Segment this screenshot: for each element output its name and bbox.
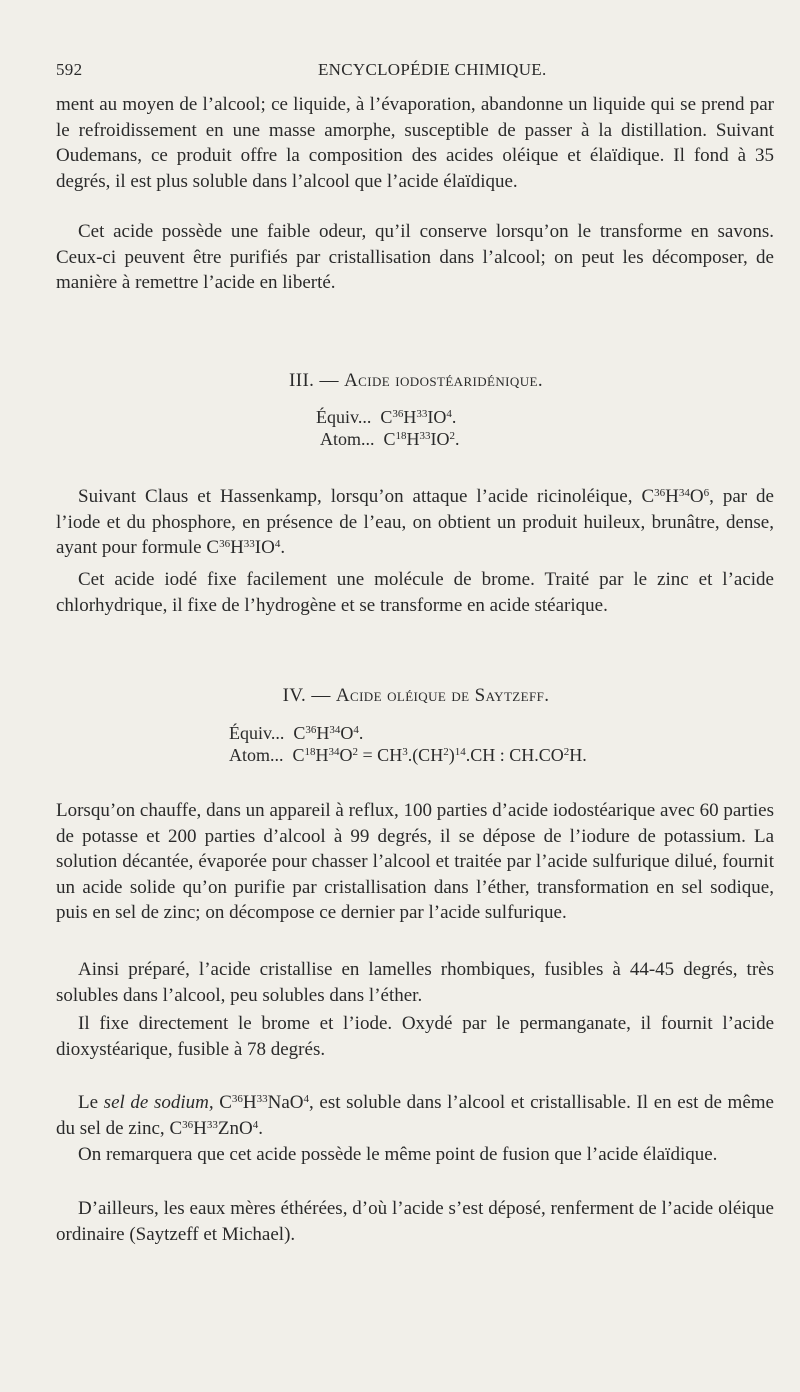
claus-text-start: Suivant Claus et Hassenkamp, lorsqu’on attaque l’acide ricinoléique, bbox=[78, 486, 633, 507]
paragraph-brome-iode: Il fixe directement le brome et l’iode. Oxydé par le permanganate, il fournit l’acide dioxystéarique, fusible à 78 degrés. bbox=[56, 1013, 774, 1060]
paragraph-continuation: ment au moyen de l’alcool; ce liquide, à l’évaporation, abandonne un liquide qui se prend par le refroidissement en une masse amorphe, susceptible de passer à la distillation. Suivant Oudemans, ce produit offre la composition des acides oléique et élaïdique. Il fond à 35 degrés, il est plus soluble dans l’alcool que l’acide élaïdique. bbox=[56, 94, 774, 192]
paragraph-brome: Cet acide iodé fixe facilement une molécule de brome. Traité par le zinc et l’acide chlorhydrique, il fixe de l’hydrogène et se transforme en acide stéarique. bbox=[56, 569, 774, 616]
atom-formula-iii: Atom... $C^{18}H^{33}IO^2$. bbox=[320, 429, 460, 449]
section-title: Acide oléique de Saytzeff. bbox=[335, 685, 550, 706]
paragraph-remarquera: On remarquera que cet acide possède le même point de fusion que l’acide élaïdique. bbox=[78, 1144, 718, 1165]
page-number: 592 bbox=[56, 60, 83, 79]
paragraph-claus: Suivant Claus et Hassenkamp, lorsqu’on attaque l’acide ricinoléique, $C^{36}H^{34}O^6$, par de l’iode et du phosphore, en présence de l’eau, on obtient un produit huileux, brunâtre, dense, ayant pour formule $C^{36}H^{33}IO^4$. bbox=[56, 486, 774, 559]
section-number: IV. bbox=[282, 685, 307, 706]
equiv-formula-iv: Équiv... $C^{36}H^{34}O^4$. bbox=[229, 723, 364, 743]
equiv-formula-iii: Équiv... $C^{36}H^{33}IO^4$. bbox=[316, 407, 457, 427]
sel-text-mid: , est soluble dans l’alcool et cristallisable. Il en est de même du sel de zinc, bbox=[56, 1092, 774, 1139]
heading-dash: — bbox=[319, 370, 339, 391]
equiv-label: Équiv... bbox=[229, 723, 285, 743]
paragraph-cristallise: Ainsi préparé, l’acide cristallise en lamelles rhombiques, fusibles à 44-45 degrés, très solubles dans l’alcool, peu solubles dans l’éther. bbox=[56, 959, 774, 1006]
section-heading-iv bbox=[56, 685, 776, 707]
section-number: III. bbox=[289, 370, 315, 391]
atom-formula-iv: Atom... $C^{18}H^{34}O^2 = CH^3.(CH^2)^{14}.CH$ : $CH.CO^2H$. bbox=[229, 745, 587, 765]
paragraph-reflux: Lorsqu’on chauffe, dans un appareil à reflux, 100 parties d’acide iodostéarique avec 60 parties de potasse et 200 parties d’alcool à 99 degrés, il se dépose de l’iodure de potassium. La solution décantée, évaporée pour chasser l’alcool et traitée par l’acide sulfurique dilué, fournit un acide solide qu’on purifie par cristallisation dans l’éther, transformation en sel sodique, puis en sel de zinc; on décompose ce dernier par l’acide sulfurique. bbox=[56, 800, 774, 924]
claus-text-mid: , par de l’iode et du phosphore, en présence de l’eau, on obtient un produit huileux, brunâtre, dense, ayant pour formule bbox=[56, 486, 774, 559]
running-title: ENCYCLOPÉDIE CHIMIQUE. bbox=[318, 60, 547, 79]
paragraph-sel-sodium: Le sel de sodium, $C^{36}H^{33}NaO^4$, est soluble dans l’alcool et cristallisable. Il en est de même du sel de zinc, $C^{36}H^{33}ZnO^4$. bbox=[56, 1092, 774, 1139]
heading-dash: — bbox=[311, 685, 331, 706]
section-heading-iii bbox=[56, 370, 776, 392]
paragraph-odeur: Cet acide possède une faible odeur, qu’il conserve lorsqu’on le transforme en savons. Ceux-ci peuvent être purifiés par cristallisation dans l’alcool; on peut les décomposer, de manière à remettre l’acide en liberté. bbox=[56, 221, 774, 294]
sel-text-start: Le bbox=[78, 1092, 99, 1113]
paragraph-eaux-meres: D’ailleurs, les eaux mères éthérées, d’où l’acide s’est déposé, renferment de l’acide oléique ordinaire (Saytzeff et Michael). bbox=[56, 1198, 774, 1245]
sel-de-sodium: sel de sodium, bbox=[103, 1092, 214, 1113]
section-title: Acide iodostéaridénique. bbox=[344, 370, 543, 391]
atom-label: Atom... bbox=[229, 745, 284, 765]
equiv-label: Équiv... bbox=[316, 407, 372, 427]
atom-label: Atom... bbox=[320, 429, 375, 449]
running-header bbox=[56, 60, 776, 84]
